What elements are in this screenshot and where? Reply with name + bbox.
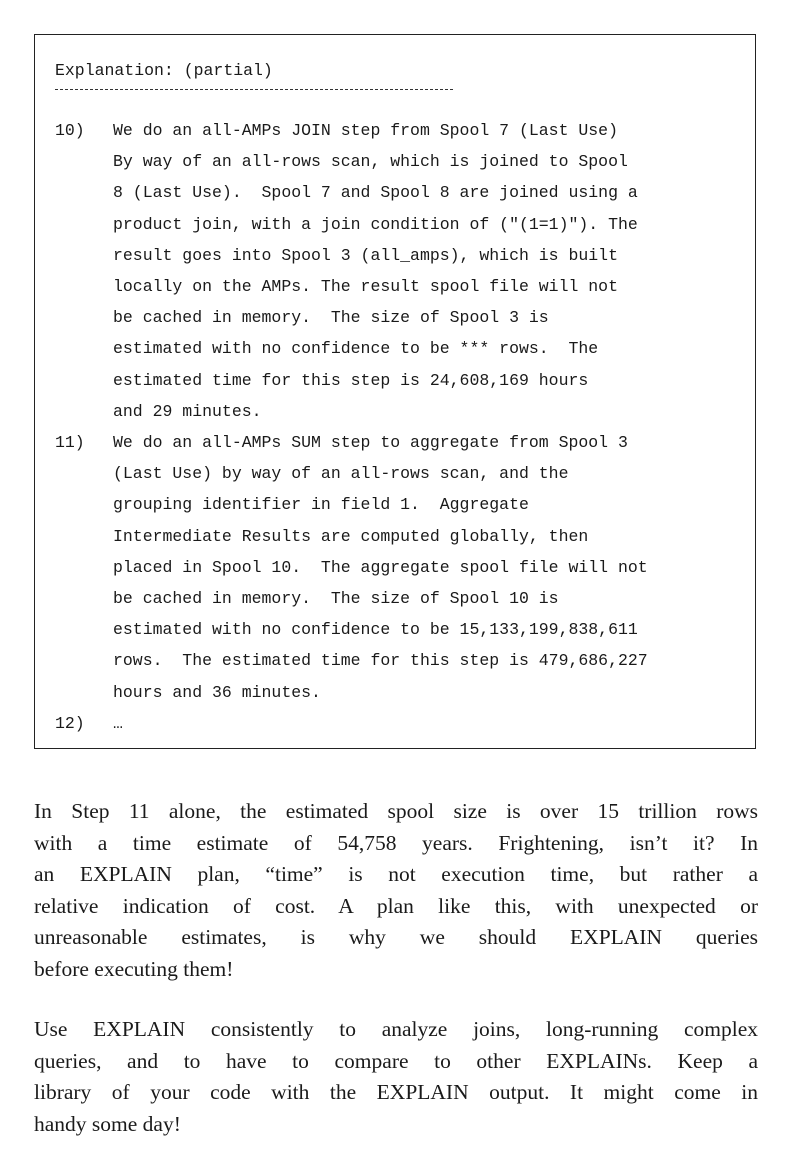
step-text — [113, 427, 648, 708]
step-line: product join, with a join condition of ("(1=1)"). The — [113, 214, 638, 234]
step-line: estimated with no confidence to be *** rows. The — [113, 339, 599, 359]
step-line: estimated time for this step is 24,608,169 hours — [113, 370, 589, 390]
explain-step-11 — [55, 427, 747, 708]
step-number: 12) — [55, 713, 85, 733]
step-line: result goes into Spool 3 (all_amps), which is built — [113, 245, 618, 265]
paragraph-line: unreasonable estimates, is why we should EXPLAIN queries — [34, 925, 758, 949]
paragraph-line: queries, and to have to compare to other EXPLAINs. Keep a — [34, 1048, 758, 1073]
paragraph-line: handy some day! — [34, 1111, 181, 1136]
step-line: We do an all-AMPs JOIN step from Spool 7 (Last Use) — [113, 121, 618, 140]
paragraph-line: an EXPLAIN plan, “time” is not execution time, but rather a — [34, 862, 758, 886]
step-line: Intermediate Results are computed globally, then — [113, 526, 589, 546]
explain-step-12 — [55, 708, 747, 739]
explain-steps — [55, 115, 747, 739]
step-line: rows. The estimated time for this step is 479,686,227 — [113, 651, 648, 671]
paragraph-line: with a time estimate of 54,758 years. Frightening, isn’t it? In — [34, 830, 758, 855]
explain-title: Explanation: (partial) — [55, 61, 273, 80]
step-line: (Last Use) by way of an all-rows scan, and the — [113, 464, 569, 484]
explain-output-box — [34, 34, 756, 749]
step-line: be cached in memory. The size of Spool 10 is — [113, 589, 559, 609]
step-number: 10) — [55, 121, 85, 140]
step-line: hours and 36 minutes. — [113, 682, 321, 702]
paragraph-line: relative indication of cost. A plan like this, with unexpected or — [34, 893, 758, 918]
separator-rule — [55, 89, 453, 90]
step-line: be cached in memory. The size of Spool 3 is — [113, 308, 549, 328]
step-line: grouping identifier in field 1. Aggregate — [113, 495, 529, 515]
paragraph-line: library of your code with the EXPLAIN output. It might come in — [34, 1080, 758, 1104]
step-line: estimated with no confidence to be 15,133,199,838,611 — [113, 620, 638, 640]
paragraph-line: before executing them! — [34, 956, 234, 981]
step-line: By way of an all-rows scan, which is joined to Spool — [113, 152, 628, 172]
step-line: placed in Spool 10. The aggregate spool file will not — [113, 557, 648, 577]
body-paragraph-2 — [34, 1014, 758, 1140]
paragraph-line: In Step 11 alone, the estimated spool size is over 15 trillion rows — [34, 799, 758, 823]
paragraph-line: Use EXPLAIN consistently to analyze joins, long-running complex — [34, 1017, 758, 1041]
step-line: 8 (Last Use). Spool 7 and Spool 8 are joined using a — [113, 183, 638, 203]
step-text — [113, 115, 638, 427]
step-number: 11) — [55, 433, 85, 453]
step-line: and 29 minutes. — [113, 401, 262, 421]
explain-step-10 — [55, 115, 747, 427]
step-line: … — [113, 713, 123, 733]
step-line: locally on the AMPs. The result spool file will not — [113, 277, 618, 297]
body-paragraph-1 — [34, 796, 758, 985]
step-text — [113, 708, 123, 739]
step-line: We do an all-AMPs SUM step to aggregate from Spool 3 — [113, 433, 628, 453]
